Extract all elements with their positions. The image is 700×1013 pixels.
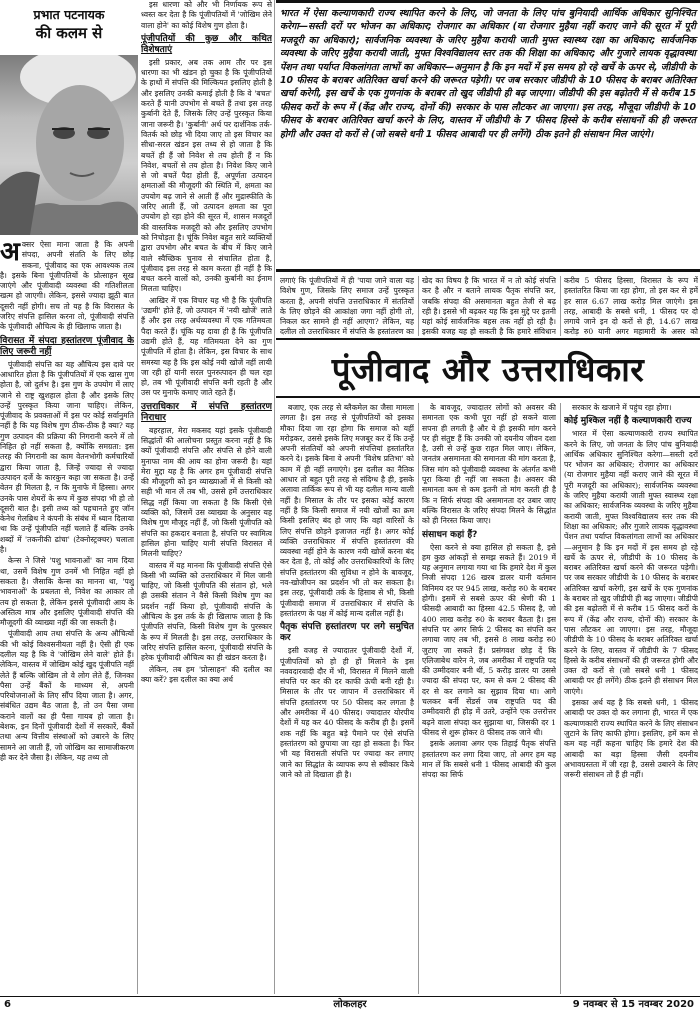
article-column-3 [280,403,414,994]
headline: पूंजीवाद और उत्तराधिकार [276,338,700,398]
article-column-2 [141,0,272,994]
paragraph: आखिर में एक विचार यह भी है कि पूंजीपति 'उद्यमी' होते हैं, जो उत्पादन में 'नयी खोजें' लाते हैं और इस तरह अर्थव्यवस्था में एक गतिमयता पैदा करते हैं। चूंकि यह दावा ही है कि पूंजीपति उद्यमी होते हैं, यह गतिमयता देने का गुण पूंजीपति में होता है। लेकिन, इस विचार के साथ समस्या यह है कि इस कोई नयी खोजें नहीं लायी जा रही हों यानी सरल पुनरुत्पादन ही चल रहा हो, तब भी पूंजीवादी संपत्ति बनी रहती है और उस पर मुनाफे कमाए जाते रहते हैं। [141,295,272,398]
highlight-box: भारत में ऐसा कल्याणकारी राज्य स्थापित करने के लिए, जो जनता के लिए पांच बुनियादी आर्थिक अधिकार सुनिश्चित करेगा—सस्ती दरों पर भोजन का अधिकार; रोजगार का अधिकार (या रोजगार मुहैया नहीं कराए जाने की सूरत में पूरी मजदूरी का अधिकार); सार्वजनिक व्यवस्था के जरिए मुहैया करायी जाती मुफ्त स्वास्थ्य रक्षा का अधिकार; सार्वजनिक व्यवस्था के जरिए मुहैया करायी जाती, मुफ्त विश्वविद्यालय स्तर तक की शिक्षा का अधिकार; और गुजारे लायक वृद्धावस्था पेंशन तथा पर्याप्त विकलांगता लाभों का अधिकार—अनुमान है कि इन मदों में इस समय हो रहे खर्चे के ऊपर से, जीडीपी के 10 फीसद के बराबर अतिरिक्त खर्चा करने की जरूरत पड़ेगी। पर जब सरकार जीडीपी के 10 फीसद के बराबर अतिरिक्त खर्चा करेगी, इस खर्चे के एक गुणनांक के बराबर तो खुद जीडीपी ही बढ़ जाएगा। जीडीपी की इस बढ़ोतरी में से करीब 15 फीसद करों के रूप में (केंद्र और राज्य, दोनों की) सरकार के पास लौटकर आ जाएगा। इस तरह, मौजूदा जीडीपी के 10 फीसद के बराबर अतिरिक्त खर्चा करने के लिए, वास्तव में जीडीपी के 7 फीसद हिस्से के करीब संसाधनों की ही जरूरत होगी और उक्त दो करों से (जो सबसे धनी 1 फीसद आबादी पर ही लगेंगे) ठीक इतने ही संसाधन मिल जाएंगे। [276,0,700,272]
upper-column-b: खेद का विषय है कि भारत में न तो कोई संपत्ति कर है और न बताने लायक पैतृक संपत्ति कर, जबकि संपदा की असमानता बहुत तेजी से बढ़ रही है। इससे भी बढ़कर यह कि इस मुद्दे पर इतनी यहां कोई सार्वजनिक बहस तक नहीं हो रही है। इसकी वजह यह हो सकती है कि हमारे संविधान [422,276,556,336]
upper-column-a: लगाएं कि पूंजीपतियों में ही 'पाया जाने वाला यह विशेष गुण, जिसके लिए समाज उन्हें पुरस्कृत करता है, अपनी संपत्ति उत्तराधिकार में संततियों के लिए छोड़ने की आकांक्षा जगा नहीं होगी तो, निकल कर सामने ही नहीं आएगा? लेकिन, यह दलील तो उत्तराधिकार में संपत्ति के हस्तांतरण का [280,276,414,336]
paragraph: पूंजीवादी संपत्ति का यह औचित्य इस दावे पर आधारित होता है कि पूंजीपतियों में एक खास गुण होता है, जो दुर्लभ है। इस गुण के उपयोग में लाए जाने से राष्ट्र खुशहाल होता है और इसके लिए उन्हें पुरस्कृत किया जाना चाहिए। लेकिन, पूंजीवाद के प्रवक्ताओं में इस पर कोई सर्वानुमति नहीं है कि यह विशेष गुण ठीक-ठीक है क्या? यह गुण उत्पादन की प्रक्रिया की निगरानी करने में तो निहित हो नहीं सकता है, क्योंकि समग्रता: इस तरह की निगरानी का काम वेतनभोगी कर्मचारियों द्वारा किया जाता है, जिन्हें ज्यादा से ज्यादा उत्पादन दर्जे के कारकुन कहा जा सकता है। उन्हें वेतन ही मिलता है, न कि मुनाफे में हिस्सा। अगर उनके पास शेयरों के रूप में कुछ संपदा भी हो तो दूसरी बात है। इसी तथ्य को पहचानते हुए जॉन केनेथ गेलब्रिथ ने कंपनी के संबंध में ध्यान दिलाया था कि उन्हें पूंजीपति नहीं चलाते हैं बल्कि उनके शब्दों में 'तकनीकी ढांचा' (टेक्नोस्ट्रक्चर) चलाता है। [0,359,134,555]
paragraph: भारत में ऐसा कल्याणकारी राज्य स्थापित करने के लिए, जो जनता के लिए पांच बुनियादी आर्थिक अधिकार सुनिश्चित करेगा—सस्ती दरों पर भोजन का अधिकार; रोजगार का अधिकार (या रोजगार मुहैया नहीं कराए जाने की सूरत में पूरी मजदूरी का अधिकार); सार्वजनिक व्यवस्था के जरिए मुहैया करायी जाती मुफ्त स्वास्थ्य रक्षा का अधिकार; सार्वजनिक व्यवस्था के जरिए मुहैया करायी जाती, मुफ्त विश्वविद्यालय स्तर तक की शिक्षा का अधिकार; और गुजारे लायक वृद्धावस्था पेंशन तथा पर्याप्त विकलांगता लाभों का अधिकार—अनुमान है कि इन मदों में इस समय हो रहे खर्चे के ऊपर से, जीडीपी के 10 फीसद के बराबर अतिरिक्त खर्चा करने की जरूरत पड़ेगी। पर जब सरकार जीडीपी के 10 फीसद के बराबर अतिरिक्त खर्चा करेगी, इस खर्चे के एक गुणनांक के बराबर तो खुद जीडीपी ही बढ़ जाएगा। जीडीपी की इस बढ़ोतरी में से करीब 15 फीसद करों के रूप में (केंद्र और राज्य, दोनों की) सरकार के पास लौटकर आ जाएगा। इस तरह, मौजूदा जीडीपी के 10 फीसद के बराबर अतिरिक्त खर्चा करने के लिए, वास्तव में जीडीपी के 7 फीसद हिस्से के करीब संसाधनों की ही जरूरत होगी और उक्त दो करों से (जो सबसे धनी 1 फीसद आबादी पर ही लगेंगे) ठीक इतने ही संसाधन मिल जाएंगे। [564,429,698,696]
paragraph: क्सर ऐसा माना जाता है कि अपनी संपदा, अपनी संतति के लिए छोड़ सकना, पूंजीवाद का एक आवश्यक तत्व है। इसके बिना पूंजीपतियों के प्रोत्साहन सूख जाएंगे और पूंजीवादी व्यवस्था की गतिशीलता खत्म हो जाएगी। लेकिन, इससे ज्यादा झूठी बात दूसरी नहीं होगी। सच तो यह है कि विरासत के जरिए संपत्ति हासिल करना तो, पूंजीवादी संपत्ति के पूंजीवादी औचित्य के ही खिलाफ जाता है। [0,240,134,332]
paragraph: बहरहाल, मेरा मकसद यहां इसके पूंजीवादी सिद्धांतों की आलोचना प्रस्तुत करना नहीं है कि क्यों पूंजीवादी संपत्ति और संपत्ति से होने वाली मुनाफा नाम की आय का होना जरूरी है। यहां मेरा मुद्दा यह है कि अगर हम पूंजीवादी संपत्ति की मौजूदगी को इन व्याख्याओं में से किसी को सही भी मान लें तब भी, उससे हमें उत्तराधिकार सिद्ध नहीं किया जा सकता है कि किसी ऐसे व्यक्ति को, जिसमें उस व्याख्या के अनुसार यह विशेष गुण मौजूद नहीं हैं, जो किसी पूंजीपति को संपत्ति का हकदार बनाता है, संपत्ति पर स्वामित्व हासिल होना चाहिए यानी संपत्ति विरासत में मिलनी चाहिए? [141,425,272,559]
article-column-5 [564,403,698,994]
subheading: संसाधन कहां हैं? [422,529,478,540]
paragraph: वास्तव में यह मानना कि पूंजीवादी संपत्ति ऐसे किसी भी व्यक्ति को उत्तराधिकार में मिल जानी चाहिए, जो किसी पूंजीपति की संतान हो, भले ही उसकी संतान ने वैसे किसी विशेष गुण का प्रदर्शन नहीं किया हो, पूंजीवादी संपत्ति के औचित्य के इस तर्क के ही खिलाफ जाता है कि पूंजीपति संपत्ति, किसी विशेष गुण के पुरस्कार के रूप में मिलती है। इस तरह, उत्तराधिकार के जरिए संपत्ति हासिल करना, पूंजीवादी संपत्ति के हरेक पूंजीवादी औचित्य का ही खंडन करता है। [141,560,272,663]
paragraph: इसके अलावा अगर एक तिहाई पैतृक संपत्ति हस्तांतरण कर लगा दिया जाए, तो अगर हम यह मान लें कि सबसे धनी 1 फीसद आबादी की कुल संपदा का सिर्फ [422,739,556,780]
byline [0,0,138,56]
column-divider [560,276,561,336]
upper-column-c: करीब 5 फीसद हिस्सा, विरासत के रूप में हस्तांतरित किया जा रहा होगा, तो इस कर से हमें हर साल 6.67 लाख करोड़ मिल जाएंगे। इस तरह, आबादी के सबसे धनी, 1 फीसद पर दो लगाये जाने इन दो करों से ही, 14.67 लाख करोड़ रु0 यानी अगर महामारी के असर को [564,276,698,336]
paragraph: सरकार के खजाने में पहुंच रहा होगा। [572,403,672,412]
column-divider [560,403,561,994]
column-divider [418,403,419,994]
column-divider [137,240,138,994]
paragraph: पूंजीवादी आय तथा संपत्ति के अन्य औचित्यों की भी कोई विश्वसनीयता नहीं है। ऐसी ही एक दलील यह है कि वे 'जोखिम लेने वाले' होते हैं। लेकिन, वास्तव में जोखिम कोई खुद पूंजीपति नहीं लेते हैं बल्कि जोखिम तो वे लोग लेते हैं, जिनका पैसा उन्हें बैंकों के माध्यम से, अपनी परियोजनाओं के लिए सौंप दिया जाता है। अगर, संबंधित उद्यम बैठ जाता है, तो उन पैसा जमा कराने वालों का ही पैसा गायब हो जाता है। बेशक, इन दिनों पूंजीवादी देशों में सरकारें, बैंकों तथा अन्य वित्तीय संस्थाओं को उबारने के लिए सामने आ जाती हैं, जो जोखिम का सामाजीकरण ही कर देने जैसा है। लेकिन, यह तथ्य तो [0,629,134,762]
drop-cap: अ [0,240,20,267]
byline-subtitle: की कलम से [35,24,103,42]
paragraph: इसी वजह से ज्यादातर पूंजीवादी देशों में, पूंजीपतियों को हो ही हों मिलाने के इस नववदारवादी दौर में भी, विरासत में मिलने वाली संपत्ति पर कर की दर काफी ऊंची बनी रही है। मिसाल के तौर पर जापान में उत्तराधिकार में संपत्ति हस्तांतरण पर 50 फीसद कर लगता है और अमरीका में 40 फीसद। ज्यादातर योरपीय देशों में यह कर 40 फीसद के करीब ही है। इसमें शक नहीं कि बहुत बड़े पैमाने पर ऐसे संपत्ति हस्तांतरण को छुपाया जा रहा हो सकता है। फिर भी यह विरासती संपत्ति पर ज्यादा कर लगाए जाने का सिद्धांत के व्यापक रूप से स्वीकार किये जाने को तो दिखाता ही है। [280,646,414,779]
paragraph: बजाए, एक तरह से ब्लैकमेल का जैसा मामला लगता है। इस तरह से पूंजीपतियों को इसका मौका दिया जा रहा होगा कि समाज को यहीं मरोड़कर, उससे इसके लिए मजबूर कर दें कि उन्हें अपनी संततियों को अपनी संपत्तियां हस्तांतरित करने दे। इसके बिना वे अपनी 'विशेष प्रतिभा' को काम में ही नहीं लगाएंगे। इस दलील का नैतिक आधार तो बहुत पूरी तरह से संदिग्ध है ही, इसके अलावा तार्किक रूप से भी यह दलील मान्य वाली नहीं है। मिसाल के तौर पर इसका कोई कारण नहीं है कि किसी समाज में नयी खोजों का क्रम किसी इसलिए बंद हो जाए कि वहां वारिसों के लिए संपत्ति छोड़ने इजाजत नहीं है। अगर कोई व्यक्ति उत्तराधिकार में संपत्ति हस्तांतरण की व्यवस्था नहीं होने के कारण नयी खोजें करना बंद कर देता है, तो कोई और उत्तराधिकारियों के लिए संपत्ति हस्तांतरण की सुविधा न होने के बावजूद, नव-खोजीपन का प्रदर्शन भी तो कर सकता है। इस तरह, पूंजीवादी तर्क के हिसाब से भी, किसी पूंजीवादी समाज में उत्तराधिकार में संपत्ति के हस्तांतरण के पक्ष में कोई मान्य दलील नहीं है। [280,403,414,618]
paragraph: लेकिन, तब हम 'प्रोत्साहन' की दलील का क्या करें? इस दलील का क्या अर्थ [141,664,272,684]
paragraph: इसका अर्थ यह है कि सबसे धनी, 1 फीसद आबादी पर उक्त दो कर लगाना ही, भारत में एक कल्याणकारी राज्य स्थापित करने के लिए संसाधन जुटाने के लिए काफी होगा। इसलिए, हमें कम से कम यह नहीं कहना चाहिए कि हमारे देश की आबादी का बड़ा हिस्सा जैसी दयनीय अभावग्रस्तता में जी रहा है, उससे उबारने के लिए जरूरी संसाधन तो हैं ही नहीं। [564,698,698,780]
subheading: पैतृक संपत्ति हस्तांतरण पर लगे समुचित कर [280,622,414,644]
author-photo [0,55,138,235]
article-column-1 [0,240,134,994]
page-number: 6 [4,999,11,1010]
paragraph: ऐसा करने से क्या हासिल हो सकता है, इसे हम कुछ आंकड़ों से समझ सकते हैं। 2019 में यह अनुमान लगाया गया था कि हमारे देश में कुल निजी संपदा 126 खरब डालर यानी वर्तमान विनिमय दर पर 945 लाख, करोड़ रु0 के बराबर होगी। इसमें से सबसे ऊपर की श्रेणी की 1 फीसदी आबादी का हिस्सा 42.5 फीसद है, जो 400 लाख करोड़ रु0 के बराबर बैठता है। इस संपत्ति पर अगर सिर्फ 2 फीसद का संपत्ति कर लगाया जाए तब भी, इससे 8 लाख करोड़ रु0 जुटाए जा सकते हैं। प्रसंगवश छोड़ दें कि एलिजाबेथ वारेन ने, जब अमरीका में राष्ट्रपति पद की उम्मीदवार बनी थीं, 5 करोड़ डालर या उससे ज्यादा की संपदा पर, कम से कम 2 फीसद की दर से कर लगाने का सुझाव दिया था। आगे चलकर बर्नी सेंडर्स जब राष्ट्रपति पद की उम्मीदवारी ही होड़ में उतरे, उन्होंने एक उत्तरोत्तर बढ़ने वाला संपदा कर सुझाया था, जिसकी दर 1 फीसद से शुरू होकर 8 फीसद तक जाने थी। [422,542,556,737]
paragraph: के बावजूद, ज्यादातर लोगों को अवसर की समानता एक कभी पूरा नहीं हो सकने वाला सपना ही लगती है और ये ही इसकी मांग करने पर ही संतुष्ट हैं कि उनकी जो दयनीय जीवन दशा है, उसी से उन्हें कुछ राहत मिल जाए। लेकिन, जनतंत्र असमानता की समानता की मांग करता है, जिस मांग को पूंजीवादी व्यवस्था के अंतर्गत कभी पूरा किया ही नहीं जा सकता है। अवसर की समानता कम से कम इतनी तो मांग करती ही है कि न सिर्फ संपदा की असमानता दर उबार जाए बल्कि विरासत के जरिए संपदा मिलने के सिद्धांत को ही निरस्त किया जाए। [422,403,556,526]
publication-name: लोकलहर [333,999,367,1010]
subheading: विरासत में संपदा हस्तांतरण पूंजीवाद के लिए जरूरी नहीं [0,335,134,357]
subheading: पूंजीपतियों की कुछ और कथित विशेषताएं [141,33,272,55]
article-column-4 [422,403,556,994]
subheading: उत्तराधिकार में संपत्ति हस्तांतरण निराधार [141,401,272,423]
paragraph: इसी प्रकार, अब तक आम तौर पर इस धारणा का भी खंडन हो चुका है कि पूंजीपतियों के हाथों में संपत्ति की मिल्कियत इसलिए होती है और इसलिए उनकी कमाई होती है कि वे 'बचत' करते हैं यानी उपभोग से बचते हैं तथा इस तरह कुर्बानी देते हैं, जिसके लिए उन्हें पुरस्कृत किया जाना जरूरी है। 'कुर्बानी' अर्थ पर दार्शनिक तर्क-वितर्क को छोड़ भी दिया जाए तो इस विचार का सीधा-सरल खंडन इस तथ्य से हो जाता है कि बचतें ही हैं जो निवेश से तय होती हैं न कि निवेश, बचतों से तय होता है। निवेश किए जाने से जो बचतें पैदा होती हैं, अपूर्णता उत्पादन क्षमताओं की मौजूदगी की स्थिति में, क्षमता का उपयोग बढ़ जाने से आती हैं और मुद्रास्फीति के जरिए आती हैं, जो उत्पादन क्षमता का पूरा उपयोग हो रहा होने की सूरत में, शासन मजदूरों की वास्तविक मजदूरी को और इसलिए उपभोग को निचोड़ता है। चूंकि निवेश बहुत सारे व्यक्तियों द्वारा उपभोग और बचत के बीच में किए जाने वाले स्वैच्छिक चुनाव से संचालित होता है, पूंजीवाद इस तरह से काम करता ही नहीं है कि बचत करने वालों को, उनकी कुर्बानी का ईनाम मिलता चाहिए। [141,57,272,294]
page-footer [0,996,700,1013]
subheading: कोई मुश्किल नहीं है कल्याणकारी राज्य [564,416,692,427]
issue-date: 9 नवम्बर से 15 नवम्बर 2020 [572,999,694,1010]
column-divider [274,0,275,994]
paragraph: केन्स ने जिसे 'पशु भावनाओं' का नाम दिया था, उसमें विशेष गुण उनमें भी निहित नहीं हो सकता है। जैसाकि केन्स का मानना था, 'पशु भावनाओं' के प्रबलता से, निवेश का आकार तो तय हो सकता है, लेकिन इससे पूंजीवादी आय के अस्तित्व मात्र और इसलिए पूंजीवादी संपत्ति की मौजूदगी की व्याख्या नहीं की जा सकती है। [0,556,134,628]
paragraph: इस धारणा को और भी निर्णायक रूप से ध्वस्त कर देता है कि पूंजीपतियों में 'जोखिम लेने वाला होने' का कोई विशेष गुण होता है। [141,0,272,30]
author-name: प्रभात पटनायक [33,7,105,22]
column-divider [418,276,419,336]
